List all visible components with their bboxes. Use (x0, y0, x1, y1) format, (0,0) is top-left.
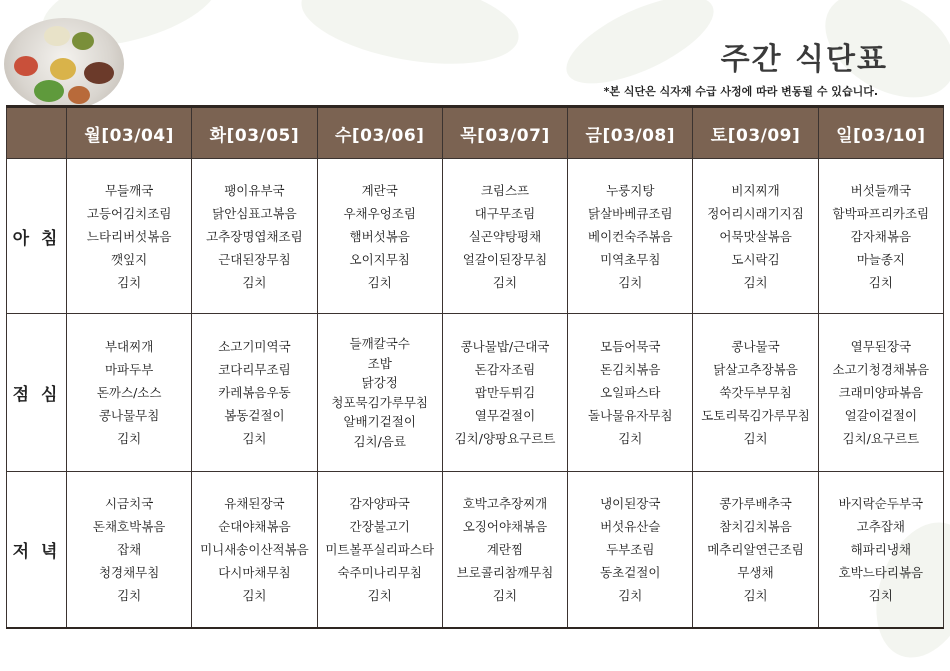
menu-item: 마늘종지 (856, 251, 905, 267)
menu-change-notice: *본 식단은 식자재 수급 사정에 따라 변동될 수 있습니다. (603, 85, 878, 98)
menu-item: 모듬어묵국 (600, 339, 661, 355)
menu-item: 느타리버섯볶음 (86, 228, 172, 244)
day-header-sat: 토[03/09] (693, 107, 818, 159)
menu-body (7, 159, 944, 629)
menu-cell-dinner-mon (67, 472, 192, 628)
weekly-menu-table (6, 105, 944, 629)
day-header-tue: 화[03/05] (192, 107, 317, 159)
day-header-fri: 금[03/08] (568, 107, 693, 159)
menu-item: 미역초무침 (600, 251, 661, 267)
menu-item: 김치/요구르트 (842, 431, 920, 447)
menu-item: 도시락김 (731, 251, 780, 267)
menu-cell-dinner-sun (818, 472, 943, 628)
menu-item: 오징어야채볶음 (462, 519, 548, 535)
menu-cell-lunch-sat (693, 314, 818, 472)
menu-item: 청경채무침 (98, 565, 160, 581)
menu-cell-breakfast-sat (693, 159, 818, 314)
menu-item: 닭안심표고볶음 (212, 205, 297, 221)
menu-item: 팝만두튀김 (474, 385, 536, 401)
menu-item: 숙주미나리무침 (337, 565, 422, 581)
menu-cell-breakfast-sun (818, 159, 943, 314)
menu-item: 김치 (242, 431, 267, 447)
menu-item: 김치 (367, 588, 392, 604)
menu-item: 조밥 (367, 355, 392, 371)
menu-item: 고추장명엽채조림 (206, 228, 303, 244)
menu-item: 깻잎지 (111, 251, 148, 267)
meal-row-breakfast (7, 159, 944, 314)
menu-item: 얼갈이겉절이 (844, 408, 918, 424)
menu-item: 김치 (117, 431, 142, 447)
menu-item: 콩나물국 (731, 339, 780, 355)
menu-item: 닭강정 (361, 375, 398, 391)
menu-cell-lunch-sun (818, 314, 943, 472)
menu-cell-breakfast-fri (568, 159, 693, 314)
menu-cell-lunch-tue (192, 314, 317, 472)
meal-label-lunch: 점 심 (7, 314, 67, 472)
menu-item: 김치 (868, 274, 893, 290)
menu-cell-breakfast-mon (67, 159, 192, 314)
menu-item: 두부조림 (606, 542, 655, 558)
menu-item: 쑥갓두부무침 (719, 385, 792, 401)
menu-cell-lunch-wed (317, 314, 442, 472)
menu-item: 김치 (868, 588, 893, 604)
menu-item: 어묵맛살볶음 (719, 228, 792, 244)
menu-item: 바지락순두부국 (838, 496, 924, 512)
menu-item: 카레볶음우동 (218, 385, 291, 401)
menu-item: 닭살바베큐조림 (588, 205, 673, 221)
menu-cell-lunch-thu (442, 314, 567, 472)
menu-item: 정어리시래기지짐 (707, 205, 804, 221)
menu-item: 콩나물무침 (98, 408, 160, 424)
menu-item: 실곤약탕평채 (468, 228, 542, 244)
menu-item: 순대야채볶음 (218, 519, 291, 535)
menu-item: 감자채볶음 (850, 228, 912, 244)
menu-cell-dinner-thu (442, 472, 567, 628)
menu-item: 김치 (618, 274, 643, 290)
menu-item: 햄버섯볶음 (349, 228, 410, 244)
background-leaf (295, 0, 526, 78)
day-header-thu: 목[03/07] (442, 107, 567, 159)
menu-item: 봄동겉절이 (224, 408, 285, 424)
day-header-wed: 수[03/06] (317, 107, 442, 159)
menu-item: 냉이된장국 (600, 496, 661, 512)
day-header-mon: 월[03/04] (67, 107, 192, 159)
menu-item: 무생채 (737, 565, 774, 581)
menu-cell-dinner-fri (568, 472, 693, 628)
menu-item: 고추잡채 (856, 519, 905, 535)
menu-item: 돈감자조림 (474, 362, 536, 378)
menu-item: 청포묵김가루무침 (331, 394, 428, 410)
menu-cell-dinner-wed (317, 472, 442, 628)
food-plate-image (4, 18, 124, 110)
menu-item: 오이지무침 (349, 251, 410, 267)
menu-item: 베이컨숙주볶음 (588, 228, 673, 244)
menu-item: 김치 (492, 588, 518, 604)
menu-item: 참치김치볶음 (719, 519, 792, 535)
menu-item: 버섯유산슬 (600, 519, 661, 535)
menu-item: 김치 (117, 588, 142, 604)
menu-item: 미트볼푸실리파스타 (325, 542, 435, 558)
menu-item: 김치 (492, 274, 518, 290)
menu-item: 크림스프 (480, 182, 530, 198)
page-title: 주간 식단표 (720, 42, 888, 77)
menu-item: 간장불고기 (349, 519, 410, 535)
menu-item: 대구무조림 (474, 205, 536, 221)
menu-item: 들깨칼국수 (349, 336, 410, 352)
menu-item: 계란국 (361, 182, 398, 198)
menu-item: 김치 (743, 431, 768, 447)
menu-item: 김치 (242, 274, 267, 290)
menu-item: 돈채호박볶음 (92, 519, 166, 535)
menu-item: 알배기겉절이 (343, 414, 416, 430)
meal-row-lunch (7, 314, 944, 472)
menu-item: 비지찌개 (731, 182, 780, 198)
menu-item: 버섯들깨국 (850, 182, 912, 198)
menu-item: 시금치국 (104, 496, 154, 512)
menu-item: 브로콜리참깨무침 (456, 565, 554, 581)
menu-item: 함박파프리카조림 (832, 205, 930, 221)
menu-item: 호박고추장찌개 (462, 496, 548, 512)
menu-item: 고등어김치조림 (86, 205, 172, 221)
menu-item: 김치 (117, 274, 142, 290)
day-header-row (7, 107, 944, 159)
menu-item: 김치 (367, 274, 392, 290)
menu-item: 호박느타리볶음 (838, 565, 924, 581)
menu-item: 열무된장국 (850, 339, 912, 355)
menu-item: 미니새송이산적볶음 (200, 542, 309, 558)
menu-item: 우채우엉조림 (343, 205, 416, 221)
menu-item: 닭살고추장볶음 (713, 362, 798, 378)
menu-item: 무들깨국 (104, 182, 154, 198)
menu-item: 김치/양팡요구르트 (454, 431, 556, 447)
menu-item: 김치/음료 (353, 433, 406, 449)
menu-item: 도토리묵김가루무침 (701, 408, 810, 424)
menu-item: 소고기청경채볶음 (832, 362, 930, 378)
menu-item: 콩가루배추국 (719, 496, 792, 512)
menu-item: 김치 (242, 588, 267, 604)
meal-row-dinner (7, 472, 944, 628)
menu-item: 메추리알연근조림 (707, 542, 804, 558)
day-header-sun: 일[03/10] (818, 107, 943, 159)
menu-item: 마파두부 (104, 362, 154, 378)
menu-cell-dinner-tue (192, 472, 317, 628)
menu-item: 김치 (618, 588, 643, 604)
menu-item: 팽이유부국 (224, 182, 285, 198)
menu-item: 유채된장국 (224, 496, 285, 512)
menu-item: 감자양파국 (349, 496, 410, 512)
menu-item: 근대된장무침 (218, 251, 291, 267)
menu-item: 열무겉절이 (474, 408, 536, 424)
header-corner-cell (7, 107, 67, 159)
menu-item: 김치 (743, 274, 768, 290)
menu-cell-breakfast-tue (192, 159, 317, 314)
menu-item: 부대찌개 (104, 339, 154, 355)
menu-item: 다시마채무침 (218, 565, 291, 581)
menu-cell-lunch-fri (568, 314, 693, 472)
menu-item: 해파리냉채 (850, 542, 912, 558)
menu-item: 돌나물유자무침 (588, 408, 673, 424)
menu-item: 콩나물밥/근대국 (460, 339, 550, 355)
meal-label-dinner: 저 녁 (7, 472, 67, 628)
menu-item: 얼갈이된장무침 (462, 251, 548, 267)
menu-item: 누룽지탕 (606, 182, 655, 198)
meal-label-breakfast: 아 침 (7, 159, 67, 314)
menu-cell-dinner-sat (693, 472, 818, 628)
menu-item: 오일파스타 (600, 385, 661, 401)
menu-item: 잡채 (117, 542, 142, 558)
menu-item: 소고기미역국 (218, 339, 291, 355)
menu-item: 돈까스/소스 (96, 385, 162, 401)
menu-cell-breakfast-thu (442, 159, 567, 314)
menu-item: 계란찜 (486, 542, 524, 558)
menu-cell-lunch-mon (67, 314, 192, 472)
menu-item: 크래미양파볶음 (838, 385, 924, 401)
menu-item: 김치 (743, 588, 768, 604)
menu-item: 돈김치볶음 (600, 362, 661, 378)
menu-item: 동초겉절이 (600, 565, 661, 581)
menu-cell-breakfast-wed (317, 159, 442, 314)
menu-item: 코다리무조림 (218, 362, 291, 378)
menu-item: 김치 (618, 431, 643, 447)
